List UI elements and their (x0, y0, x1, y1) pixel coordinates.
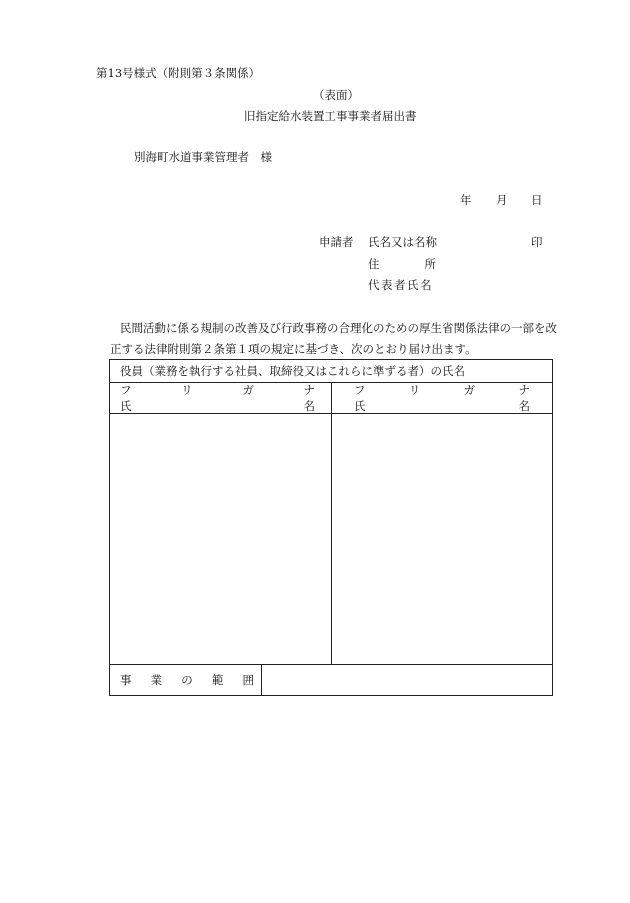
table-divider (110, 413, 552, 414)
address-label-char: 住 (368, 257, 380, 271)
name-char: 氏 (354, 399, 366, 413)
furigana-left (120, 385, 315, 397)
scope-char: 事 (120, 673, 132, 687)
scope-char: の (181, 673, 193, 687)
addressee: 別海町水道事業管理者 様 (134, 150, 272, 164)
date-month-label: 月 (496, 193, 508, 207)
representative-label: 代表者氏名 (368, 278, 433, 292)
scope-char: 囲 (242, 673, 254, 687)
furigana-char: ガ (242, 383, 254, 397)
furigana-char: ナ (303, 383, 315, 397)
furigana-char: リ (408, 383, 421, 397)
furigana-char: フ (120, 383, 132, 397)
address-label (368, 259, 436, 271)
furigana-right (354, 385, 530, 397)
form-number: 第13号様式（附則第３条関係） (96, 66, 261, 80)
name-char: 名 (518, 399, 530, 413)
applicant-label: 申請者 (319, 235, 354, 249)
scope-char: 範 (211, 673, 224, 687)
furigana-char: リ (181, 383, 193, 397)
date-day-label: 日 (531, 193, 543, 207)
address-label-char: 所 (424, 257, 436, 271)
name-char: 名 (303, 399, 315, 413)
body-line-2: 正する法律附則第２条第１項の規定に基づき、次のとおり届け出ます。 (110, 342, 477, 356)
seal-mark: 印 (531, 235, 543, 249)
side-label: （表面） (313, 88, 359, 102)
furigana-char: フ (354, 383, 366, 397)
table-column-divider (331, 382, 332, 664)
body-line-1: 民間活動に係る規制の改善及び行政事務の合理化のための厚生省関係法律の一部を改 (120, 321, 557, 335)
officers-header: 役員（業務を執行する社員、取締役又はこれらに準ずる者）の氏名 (120, 364, 465, 378)
name-label: 氏名又は名称 (368, 235, 437, 249)
name-right (354, 401, 530, 413)
scope-value-cell[interactable] (262, 665, 552, 695)
officers-table (109, 359, 553, 696)
scope-label (120, 675, 254, 687)
name-char: 氏 (120, 399, 132, 413)
scope-char: 業 (150, 673, 163, 687)
name-left (120, 401, 315, 413)
furigana-char: ガ (463, 383, 476, 397)
form-title: 旧指定給水装置工事事業者届出書 (244, 109, 417, 123)
furigana-char: ナ (518, 383, 530, 397)
date-year-label: 年 (460, 193, 472, 207)
